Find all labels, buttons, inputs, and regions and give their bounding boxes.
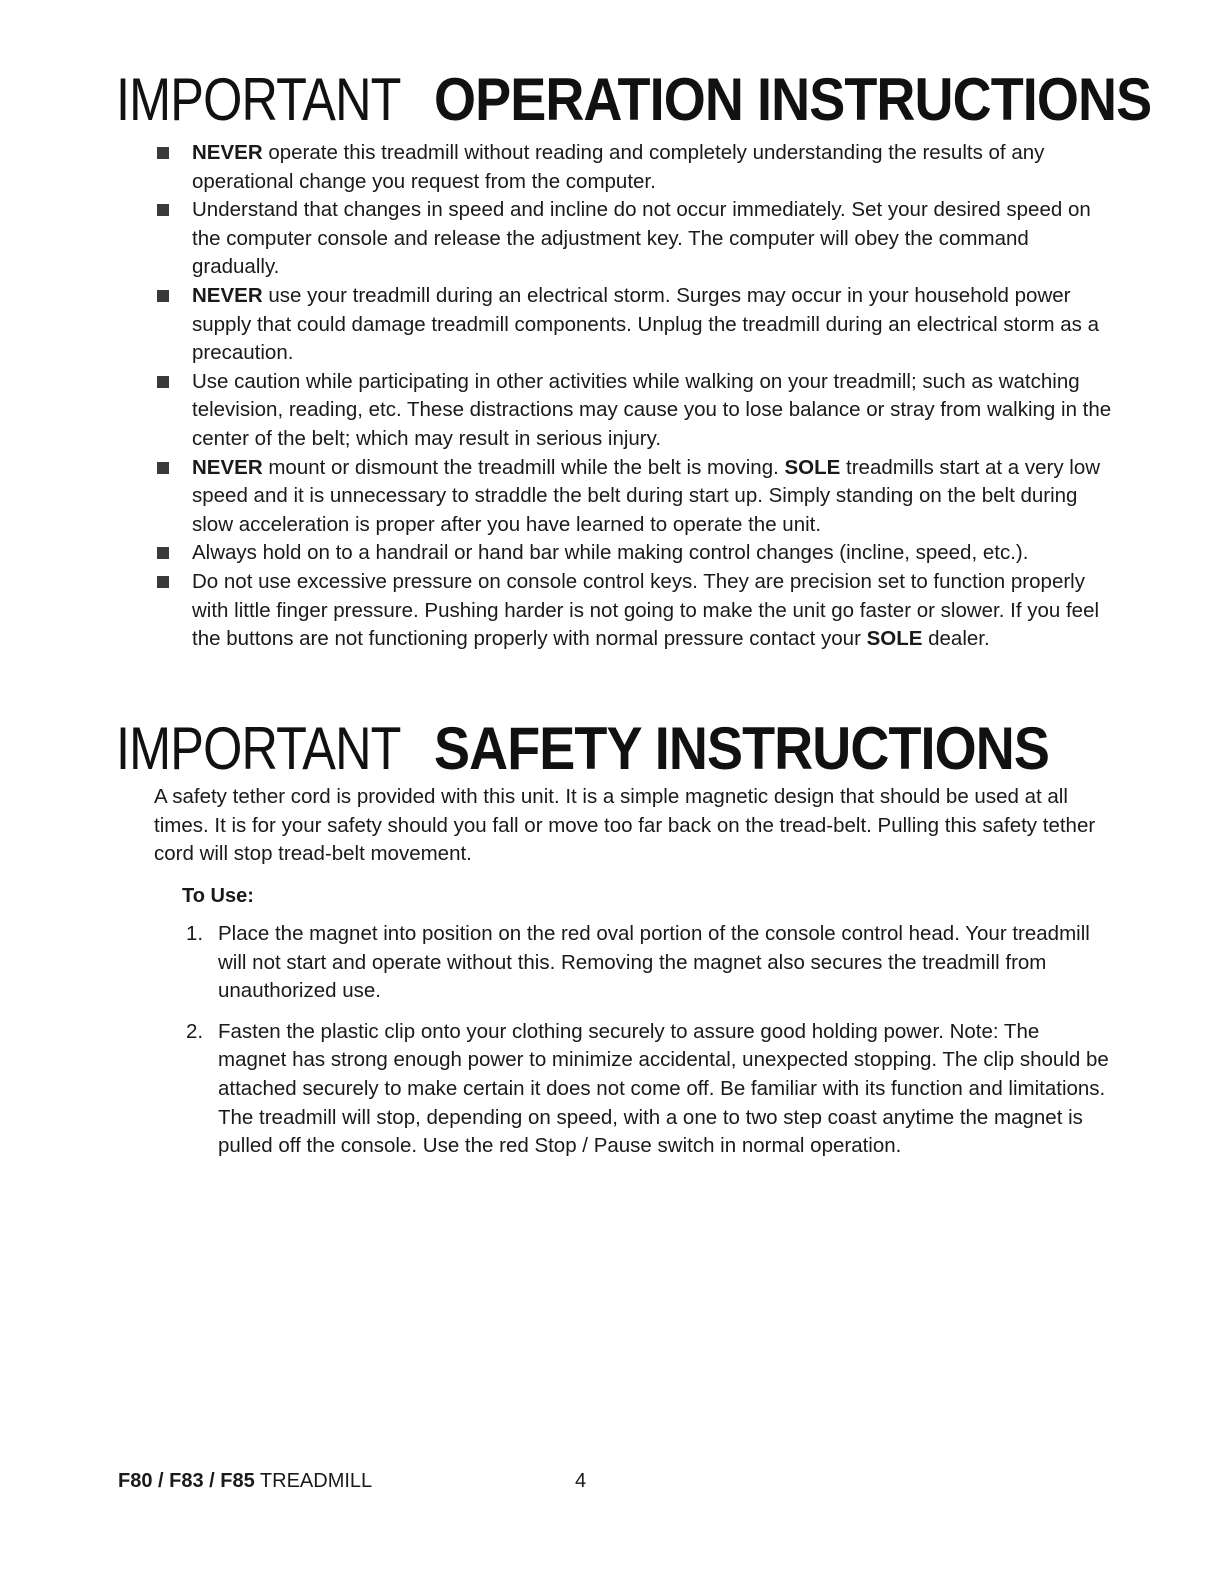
square-bullet-icon [157, 576, 169, 588]
never-label: NEVER [192, 455, 263, 479]
operation-instructions-heading [116, 64, 1224, 136]
bullet-text: use your treadmill during an electrical storm. Surges may occur in your household power supply that could damage treadmill components. Unplug the treadmill during an electrical storm as a precaution. [192, 283, 1100, 365]
step-number: 2. [186, 1019, 204, 1043]
footer-product [118, 1470, 372, 1493]
footer-models: F80 / F83 / F85 [118, 1470, 255, 1492]
bullet-text: Always hold on to a handrail or hand bar while making control changes (incline, speed, etc.). [192, 541, 1029, 565]
step-text: Fasten the plastic clip onto your clothing securely to assure good holding power. Note: The magnet has strong enough power to minimize accidental, unexpected stopping. The clip should be attached securely to make certain it does not come off. Be familiar with its function and limitations. The treadmill will stop, depending on speed, with a one to two step coast anytime the magnet is pulled off the console. Use the red Stop / Pause switch in normal operation. [218, 1019, 1109, 1158]
step-number: 1. [186, 922, 204, 945]
list-item [182, 920, 1112, 1006]
square-bullet-icon [157, 290, 169, 302]
heading-light-part: IMPORTANT [116, 66, 401, 133]
square-bullet-icon [157, 547, 169, 559]
bullet-text: treadmills start at a very low speed and it is unnecessary to straddle the belt during start up. Simply standing on the belt during slow acceleration is proper after you have learned to operate the unit. [192, 455, 1101, 536]
list-item [154, 368, 1114, 454]
to-use-label: To Use: [182, 885, 254, 907]
list-item [154, 139, 1114, 196]
never-label: NEVER [192, 283, 263, 307]
heading-bold-part: OPERATION INSTRUCTIONS [434, 66, 1152, 133]
heading-bold-part: SAFETY INSTRUCTIONS [434, 715, 1050, 782]
page-number: 4 [575, 1470, 587, 1492]
square-bullet-icon [157, 147, 169, 159]
never-label: NEVER [192, 141, 263, 164]
operation-bullet-list [154, 139, 1114, 654]
footer-product-name: TREADMILL [254, 1470, 373, 1492]
list-item [154, 539, 1114, 568]
step-text: Place the magnet into position on the red oval portion of the console control head. Your treadmill will not start and operate without this. Removing the magnet also secures the treadmill from unauthorized use. [218, 922, 1090, 1003]
safety-steps-list [182, 920, 1112, 1173]
bullet-text: mount or dismount the treadmill while the belt is moving. [262, 455, 785, 479]
bullet-text: Understand that changes in speed and incline do not occur immediately. Set your desired speed on the computer console and release the adjustment key. The computer will obey the command gradually. [192, 198, 1091, 279]
list-item [154, 282, 1114, 368]
list-item [154, 196, 1114, 282]
safety-intro-paragraph: A safety tether cord is provided with this unit. It is a simple magnetic design that should be used at all times. It is for your safety should you fall or move too far back on the tread-belt. Pulling this safety tether cord will stop tread-belt movement. [154, 785, 1096, 866]
square-bullet-icon [157, 204, 169, 216]
safety-instructions-heading [116, 713, 1118, 785]
heading-light-part: IMPORTANT [116, 715, 401, 782]
list-item [182, 1018, 1112, 1161]
bullet-text: Do not use excessive pressure on console control keys. They are precision set to function properly with little finger pressure. Pushing harder is not going to make the unit go faster or slower. If you feel the buttons are not functioning properly with normal pressure contact your [192, 569, 1100, 651]
bullet-text: operate this treadmill without reading and completely understanding the results of any operational change you request from the computer. [192, 141, 1045, 193]
list-item [154, 568, 1114, 654]
brand-label: SOLE [866, 627, 923, 651]
brand-label: SOLE [784, 455, 841, 479]
square-bullet-icon [157, 462, 169, 474]
list-item [154, 454, 1114, 540]
square-bullet-icon [157, 376, 169, 388]
bullet-text: Use caution while participating in other activities while walking on your treadmill; such as watching television, reading, etc. These distractions may cause you to lose balance or stray from walking in the center of the belt; which may result in serious injury. [192, 369, 1112, 450]
bullet-text: dealer. [922, 627, 990, 651]
